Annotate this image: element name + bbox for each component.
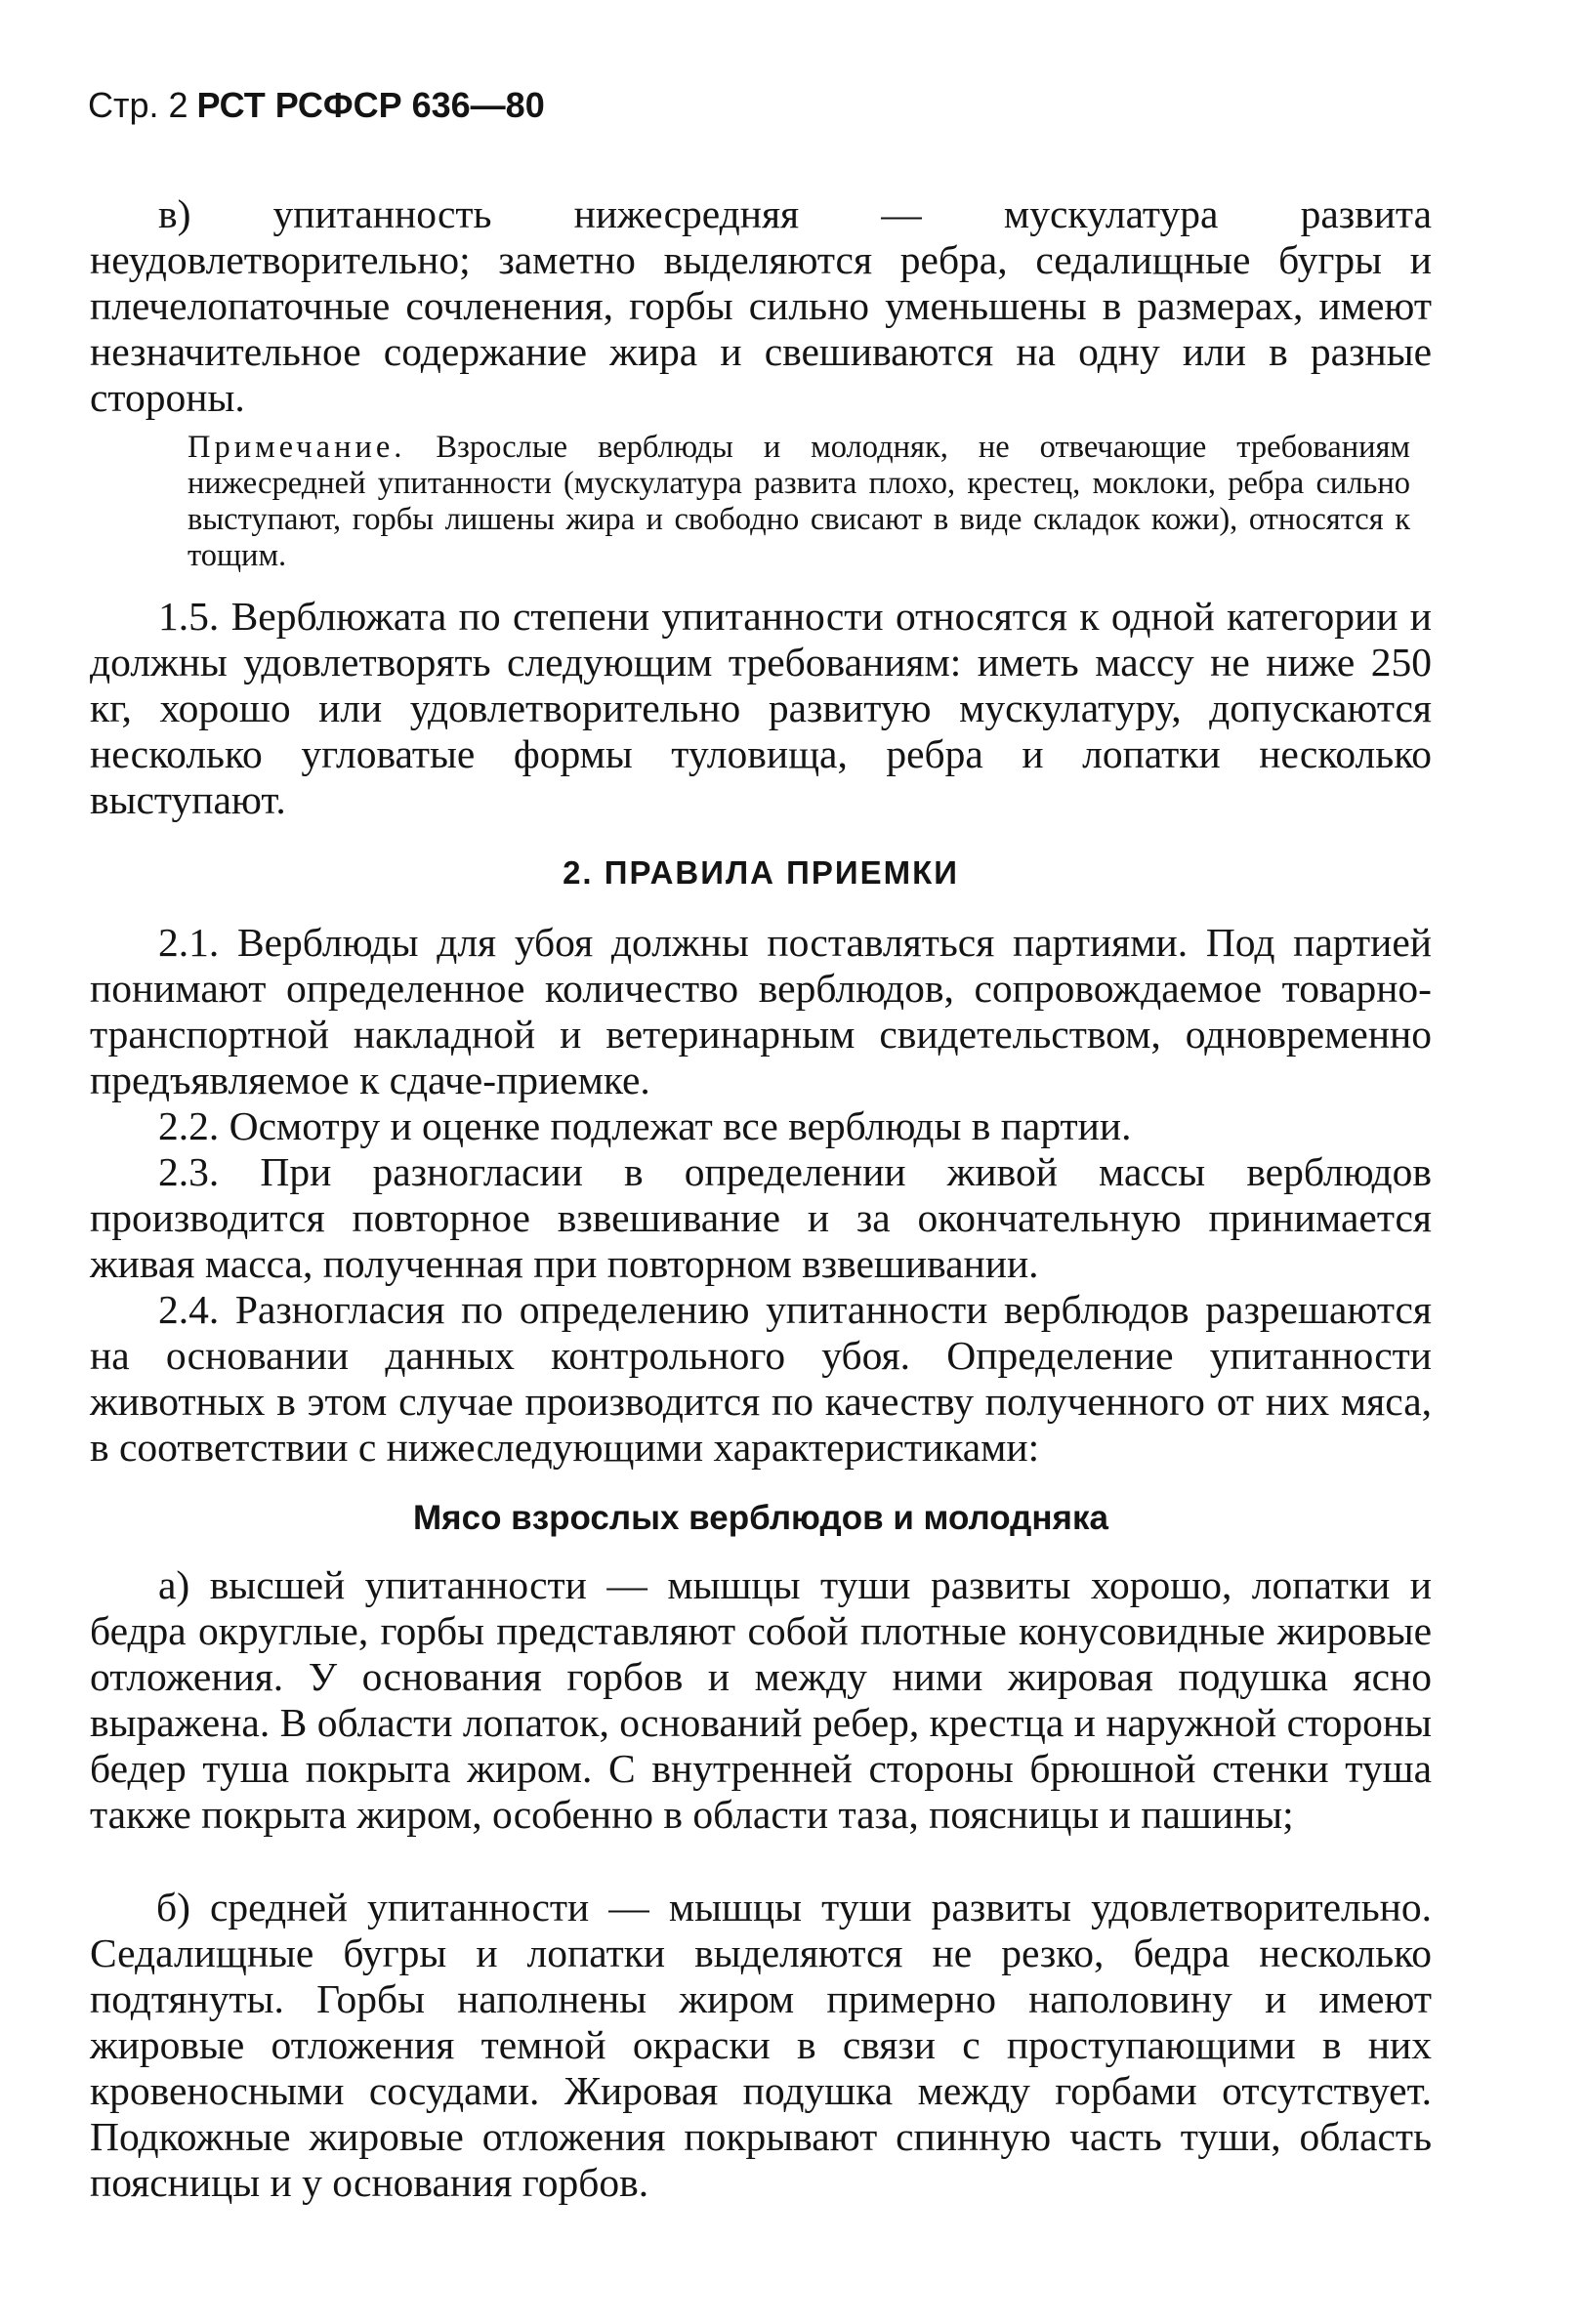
note-label: Примечание.	[188, 430, 406, 465]
paragraph-b: б) средней упитанности — мышцы туши развиты удовлетворительно. Седалищные бугры и лопатки выделяются не резко, бедра несколько подтянуты. Горбы наполнены жиром примерно наполовину и имеют жировые отложения темной окраски в связи с проступающими в них кровеносными сосудами. Жировая подушка между горбами отсутствует. Подкожные жировые отложения покрывают спинную часть туши, область поясницы и у основания горбов.	[90, 1885, 1432, 2205]
paragraph-2-3: 2.3. При разногласии в определении живой массы верблюдов производится повторное взвешивание и за окончательную принимается живая масса, полученная при повторном взвешивании.	[90, 1149, 1432, 1286]
page-number: Стр. 2	[88, 85, 188, 125]
note-text: Взрослые верблюды и молодняк, не отвечающие требованиям нижесредней упитанности (мускулатура развита плохо, крестец, моклоки, ребра сильно выступают, горбы лишены жира и свободно свисают в виде складок кожи), относятся к тощим.	[188, 430, 1410, 573]
paragraph-2-2: 2.2. Осмотру и оценке подлежат все верблюды в партии.	[158, 1103, 1132, 1148]
meat-subheading: Мясо взрослых верблюдов и молодняка	[413, 1499, 1108, 1537]
paragraph-v: в) упитанность нижесредняя — мускулатура развита неудовлетворительно; заметно выделяются ребра, седалищные бугры и плечелопаточные сочленения, горбы сильно уменьшены в размерах, имеют незначительное содержание жира и свешиваются на одну или в разные стороны.	[90, 191, 1432, 420]
paragraph-1-5: 1.5. Верблюжата по степени упитанности относятся к одной категории и должны удовлетворять следующим требованиям: иметь массу не ниже 250 кг, хорошо или удовлетворительно развитую мускулатуру, допускаются несколько угловатые формы туловища, ребра и лопатки несколько выступают.	[90, 594, 1432, 822]
page-header	[88, 84, 545, 127]
paragraph-2-4: 2.4. Разногласия по определению упитанности верблюдов разрешаются на основании данных контрольного убоя. Определение упитанности животных в этом случае производится по качеству полученного от них мяса, в соответствии с нижеследующими характеристиками:	[90, 1287, 1432, 1470]
paragraph-a: а) высшей упитанности — мышцы туши развиты хорошо, лопатки и бедра округлые, горбы представляют собой плотные конусовидные жировые отложения. У основания горбов и между ними жировая подушка ясно выражена. В области лопаток, оснований ребер, крестца и наружной стороны бедер туша покрыта жиром. С внутренней стороны брюшной стенки туша также покрыта жиром, особенно в области таза, поясницы и пашины;	[90, 1562, 1432, 1837]
section-2-heading: 2. ПРАВИЛА ПРИЕМКИ	[563, 854, 959, 891]
paragraph-2-1: 2.1. Верблюды для убоя должны поставляться партиями. Под партией понимают определенное количество верблюдов, сопровождаемое товарно-транспортной накладной и ветеринарным свидетельством, одновременно предъявляемое к сдаче-приемке.	[90, 920, 1432, 1102]
standard-code: РСТ РСФСР 636—80	[196, 85, 545, 125]
note	[188, 430, 1410, 574]
